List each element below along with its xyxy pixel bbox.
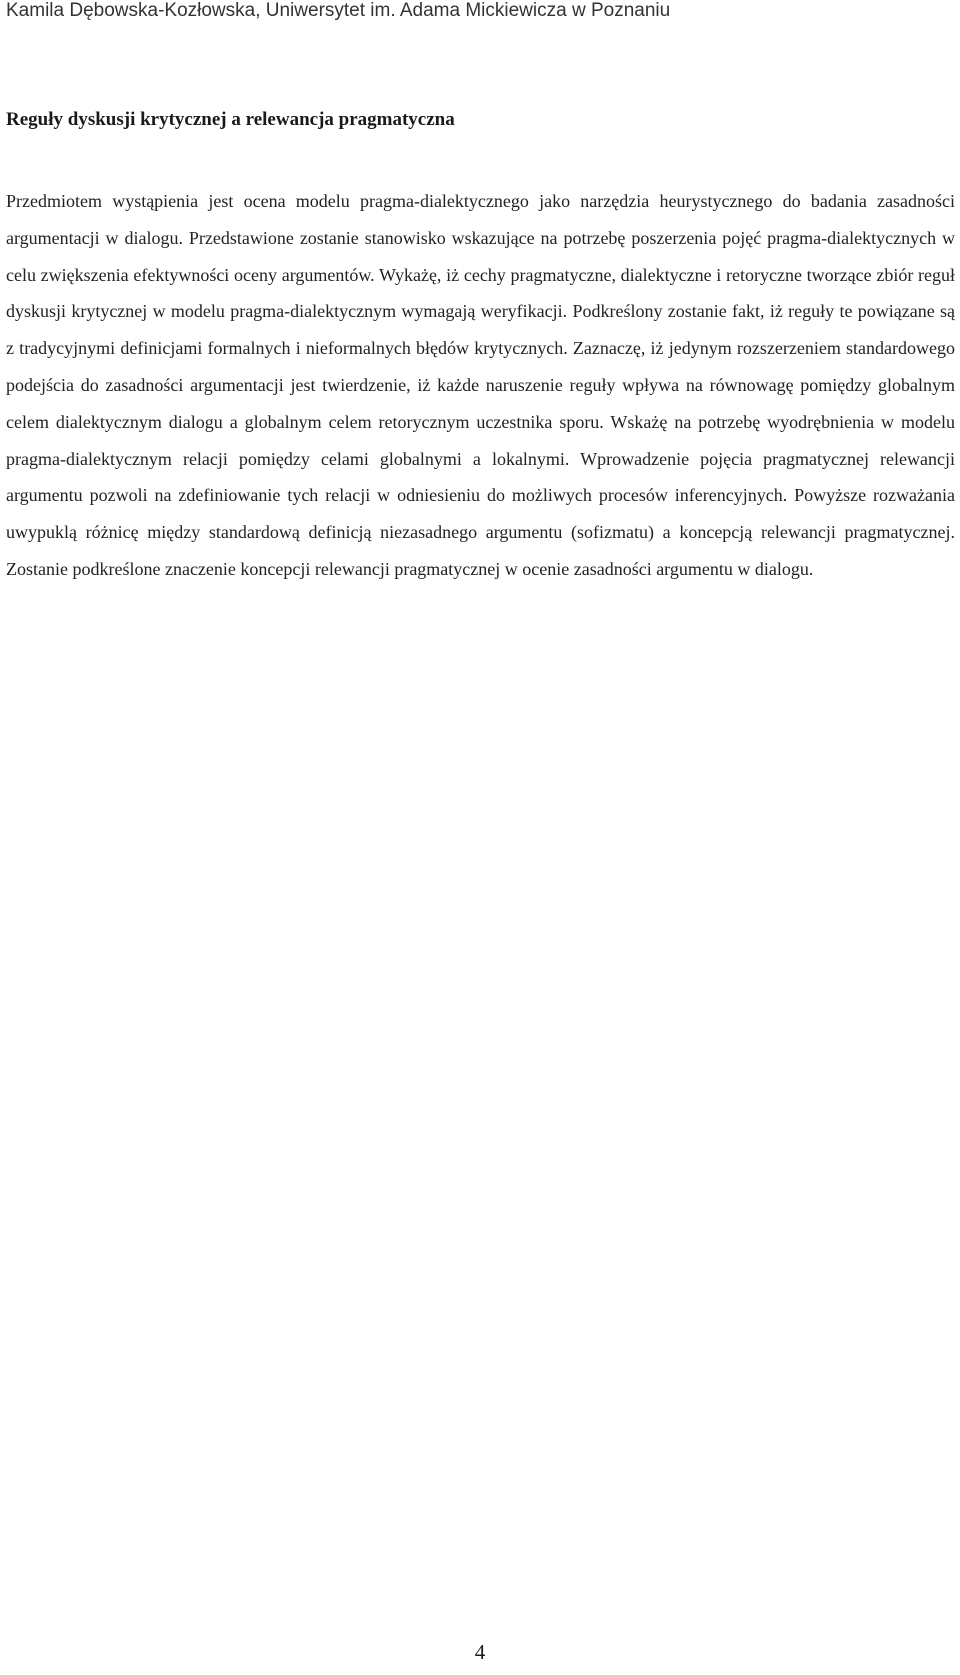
page-number: 4: [474, 1640, 486, 1664]
abstract-paragraph: Przedmiotem wystąpienia jest ocena modelu pragma-dialektycznego jako narzędzia heurystycznego do badania zasadności argumentacji w dialogu. Przedstawione zostanie stanowisko wskazujące na potrzebę poszerzenia pojęć pragma-dialektycznych w celu zwiększenia efektywności oceny argumentów. Wykażę, iż cechy pragmatyczne, dialektyczne i retoryczne tworzące zbiór reguł dyskusji krytycznej w modelu pragma-dialektycznym wymagają weryfikacji. Podkreślony zostanie fakt, iż reguły te powiązane są z tradycyjnymi definicjami formalnych i nieformalnych błędów krytycznych. Zaznaczę, iż jedynym rozszerzeniem standardowego podejścia do zasadności argumentacji jest twierdzenie, iż każde naruszenie reguły wpływa na równowagę pomiędzy globalnym celem dialektycznym dialogu a globalnym celem retorycznym uczestnika sporu. Wskażę na potrzebę wyodrębnienia w modelu pragma-dialektycznym relacji pomiędzy celami globalnymi a lokalnymi. Wprowadzenie pojęcia pragmatycznej relewancji argumentu pozwoli na zdefiniowanie tych relacji w odniesieniu do możliwych procesów inferencyjnych. Powyższe rozważania uwypuklą różnicę między standardową definicją niezasadnego argumentu (sofizmatu) a koncepcją relewancji pragmatycznej. Zostanie podkreślone znaczenie koncepcji relewancji pragmatycznej w ocenie zasadności argumentu w dialogu.: [6, 191, 955, 579]
author-affiliation: Kamila Dębowska-Kozłowska, Uniwersytet im. Adama Mickiewicza w Poznaniu: [6, 0, 671, 21]
article-title: Reguły dyskusji krytycznej a relewancja pragmatyczna: [6, 109, 455, 130]
